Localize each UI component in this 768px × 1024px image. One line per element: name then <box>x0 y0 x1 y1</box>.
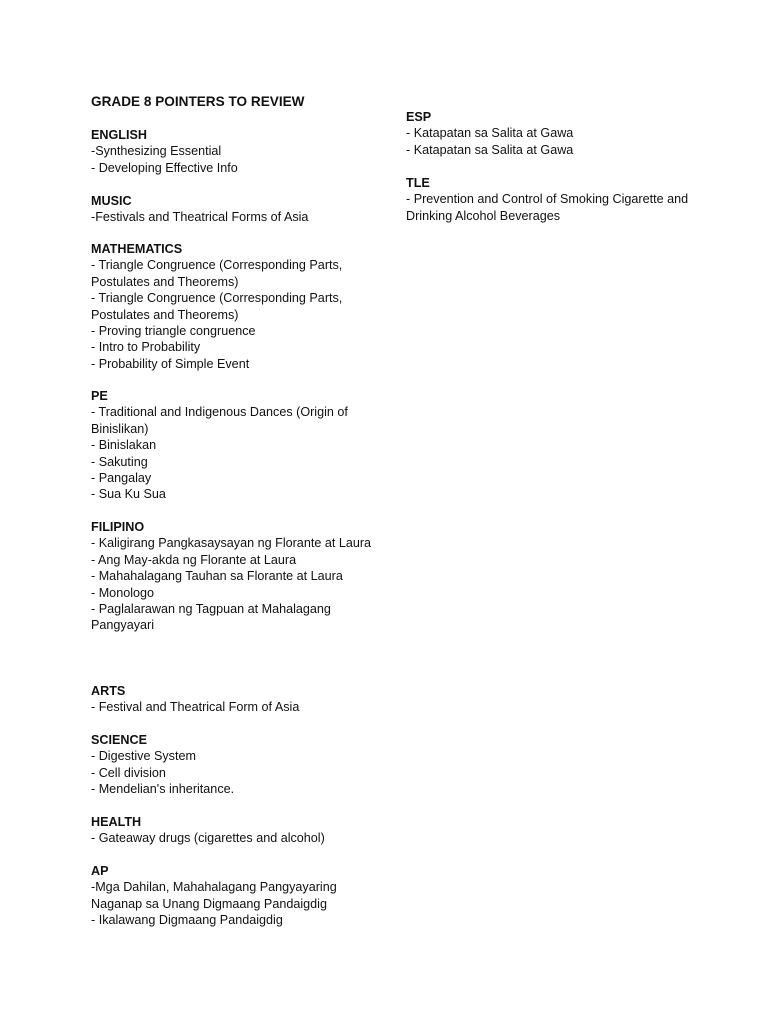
list-item: - Triangle Congruence (Corresponding Parts, Postulates and Theorems) <box>91 258 343 289</box>
list-item: - Katapatan sa Salita at Gawa <box>406 142 574 157</box>
section-heading: MATHEMATICS <box>91 242 183 256</box>
section-list <box>91 748 391 797</box>
list-item: - Probability of Simple Event <box>91 356 250 371</box>
section-heading: ARTS <box>91 684 126 698</box>
document-title: GRADE 8 POINTERS TO REVIEW <box>91 94 305 109</box>
section-pe <box>91 388 391 503</box>
section-list <box>91 830 391 846</box>
section-mathematics <box>91 241 391 372</box>
section-esp <box>406 109 706 158</box>
list-item: - Monologo <box>91 585 155 600</box>
list-item: - Prevention and Control of Smoking Cigarette and Drinking Alcohol Beverages <box>406 192 689 223</box>
section-heading: ESP <box>406 110 432 124</box>
list-item: - Gateaway drugs (cigarettes and alcohol) <box>91 831 325 846</box>
section-heading: ENGLISH <box>91 128 147 142</box>
section-english <box>91 127 391 176</box>
list-item: - Ikalawang Digmaang Pandaigdig <box>91 913 283 928</box>
section-list <box>406 191 706 224</box>
section-list <box>91 143 391 176</box>
section-heading: AP <box>91 864 109 878</box>
section-heading: MUSIC <box>91 194 132 208</box>
list-item: - Intro to Probability <box>91 340 201 355</box>
list-item: - Mahahalagang Tauhan sa Florante at Laura <box>91 569 343 584</box>
section-ap <box>91 863 391 929</box>
list-item: - Triangle Congruence (Corresponding Parts, Postulates and Theorems) <box>91 291 343 322</box>
section-music <box>91 193 391 226</box>
section-heading: FILIPINO <box>91 520 145 534</box>
section-heading: SCIENCE <box>91 733 147 747</box>
section-list <box>91 699 391 715</box>
list-item: - Paglalarawan ng Tagpuan at Mahalagang Pangyayari <box>91 602 331 633</box>
section-tle <box>406 175 706 224</box>
section-heading: HEALTH <box>91 815 142 829</box>
list-item: - Digestive System <box>91 749 196 764</box>
section-list <box>406 125 706 158</box>
section-health <box>91 814 391 847</box>
list-item: - Kaligirang Pangkasaysayan ng Florante at Laura <box>91 536 372 551</box>
list-item: - Developing Effective Info <box>91 160 238 175</box>
section-science <box>91 732 391 798</box>
list-item: -Synthesizing Essential <box>91 144 222 159</box>
section-arts <box>91 683 391 716</box>
section-list <box>91 257 391 372</box>
list-item: - Ang May-akda ng Florante at Laura <box>91 552 297 567</box>
list-item: -Mga Dahilan, Mahahalagang Pangyayaring Naganap sa Unang Digmaang Pandaigdig <box>91 880 337 911</box>
list-item: - Binislakan <box>91 438 157 453</box>
section-list <box>91 879 391 928</box>
section-list <box>91 209 391 225</box>
section-filipino <box>91 519 391 634</box>
list-item: - Festival and Theatrical Form of Asia <box>91 700 300 715</box>
list-item: - Cell division <box>91 765 166 780</box>
list-item: - Sua Ku Sua <box>91 487 166 502</box>
list-item: - Mendelian's inheritance. <box>91 782 235 797</box>
section-heading: PE <box>91 389 108 403</box>
section-list <box>91 535 391 633</box>
section-list <box>91 404 391 502</box>
list-item: -Festivals and Theatrical Forms of Asia <box>91 210 309 225</box>
list-item: - Sakuting <box>91 454 148 469</box>
list-item: - Traditional and Indigenous Dances (Origin of Binislikan) <box>91 405 348 436</box>
list-item: - Katapatan sa Salita at Gawa <box>406 126 574 141</box>
section-heading: TLE <box>406 176 430 190</box>
list-item: - Proving triangle congruence <box>91 324 256 339</box>
list-item: - Pangalay <box>91 471 152 486</box>
